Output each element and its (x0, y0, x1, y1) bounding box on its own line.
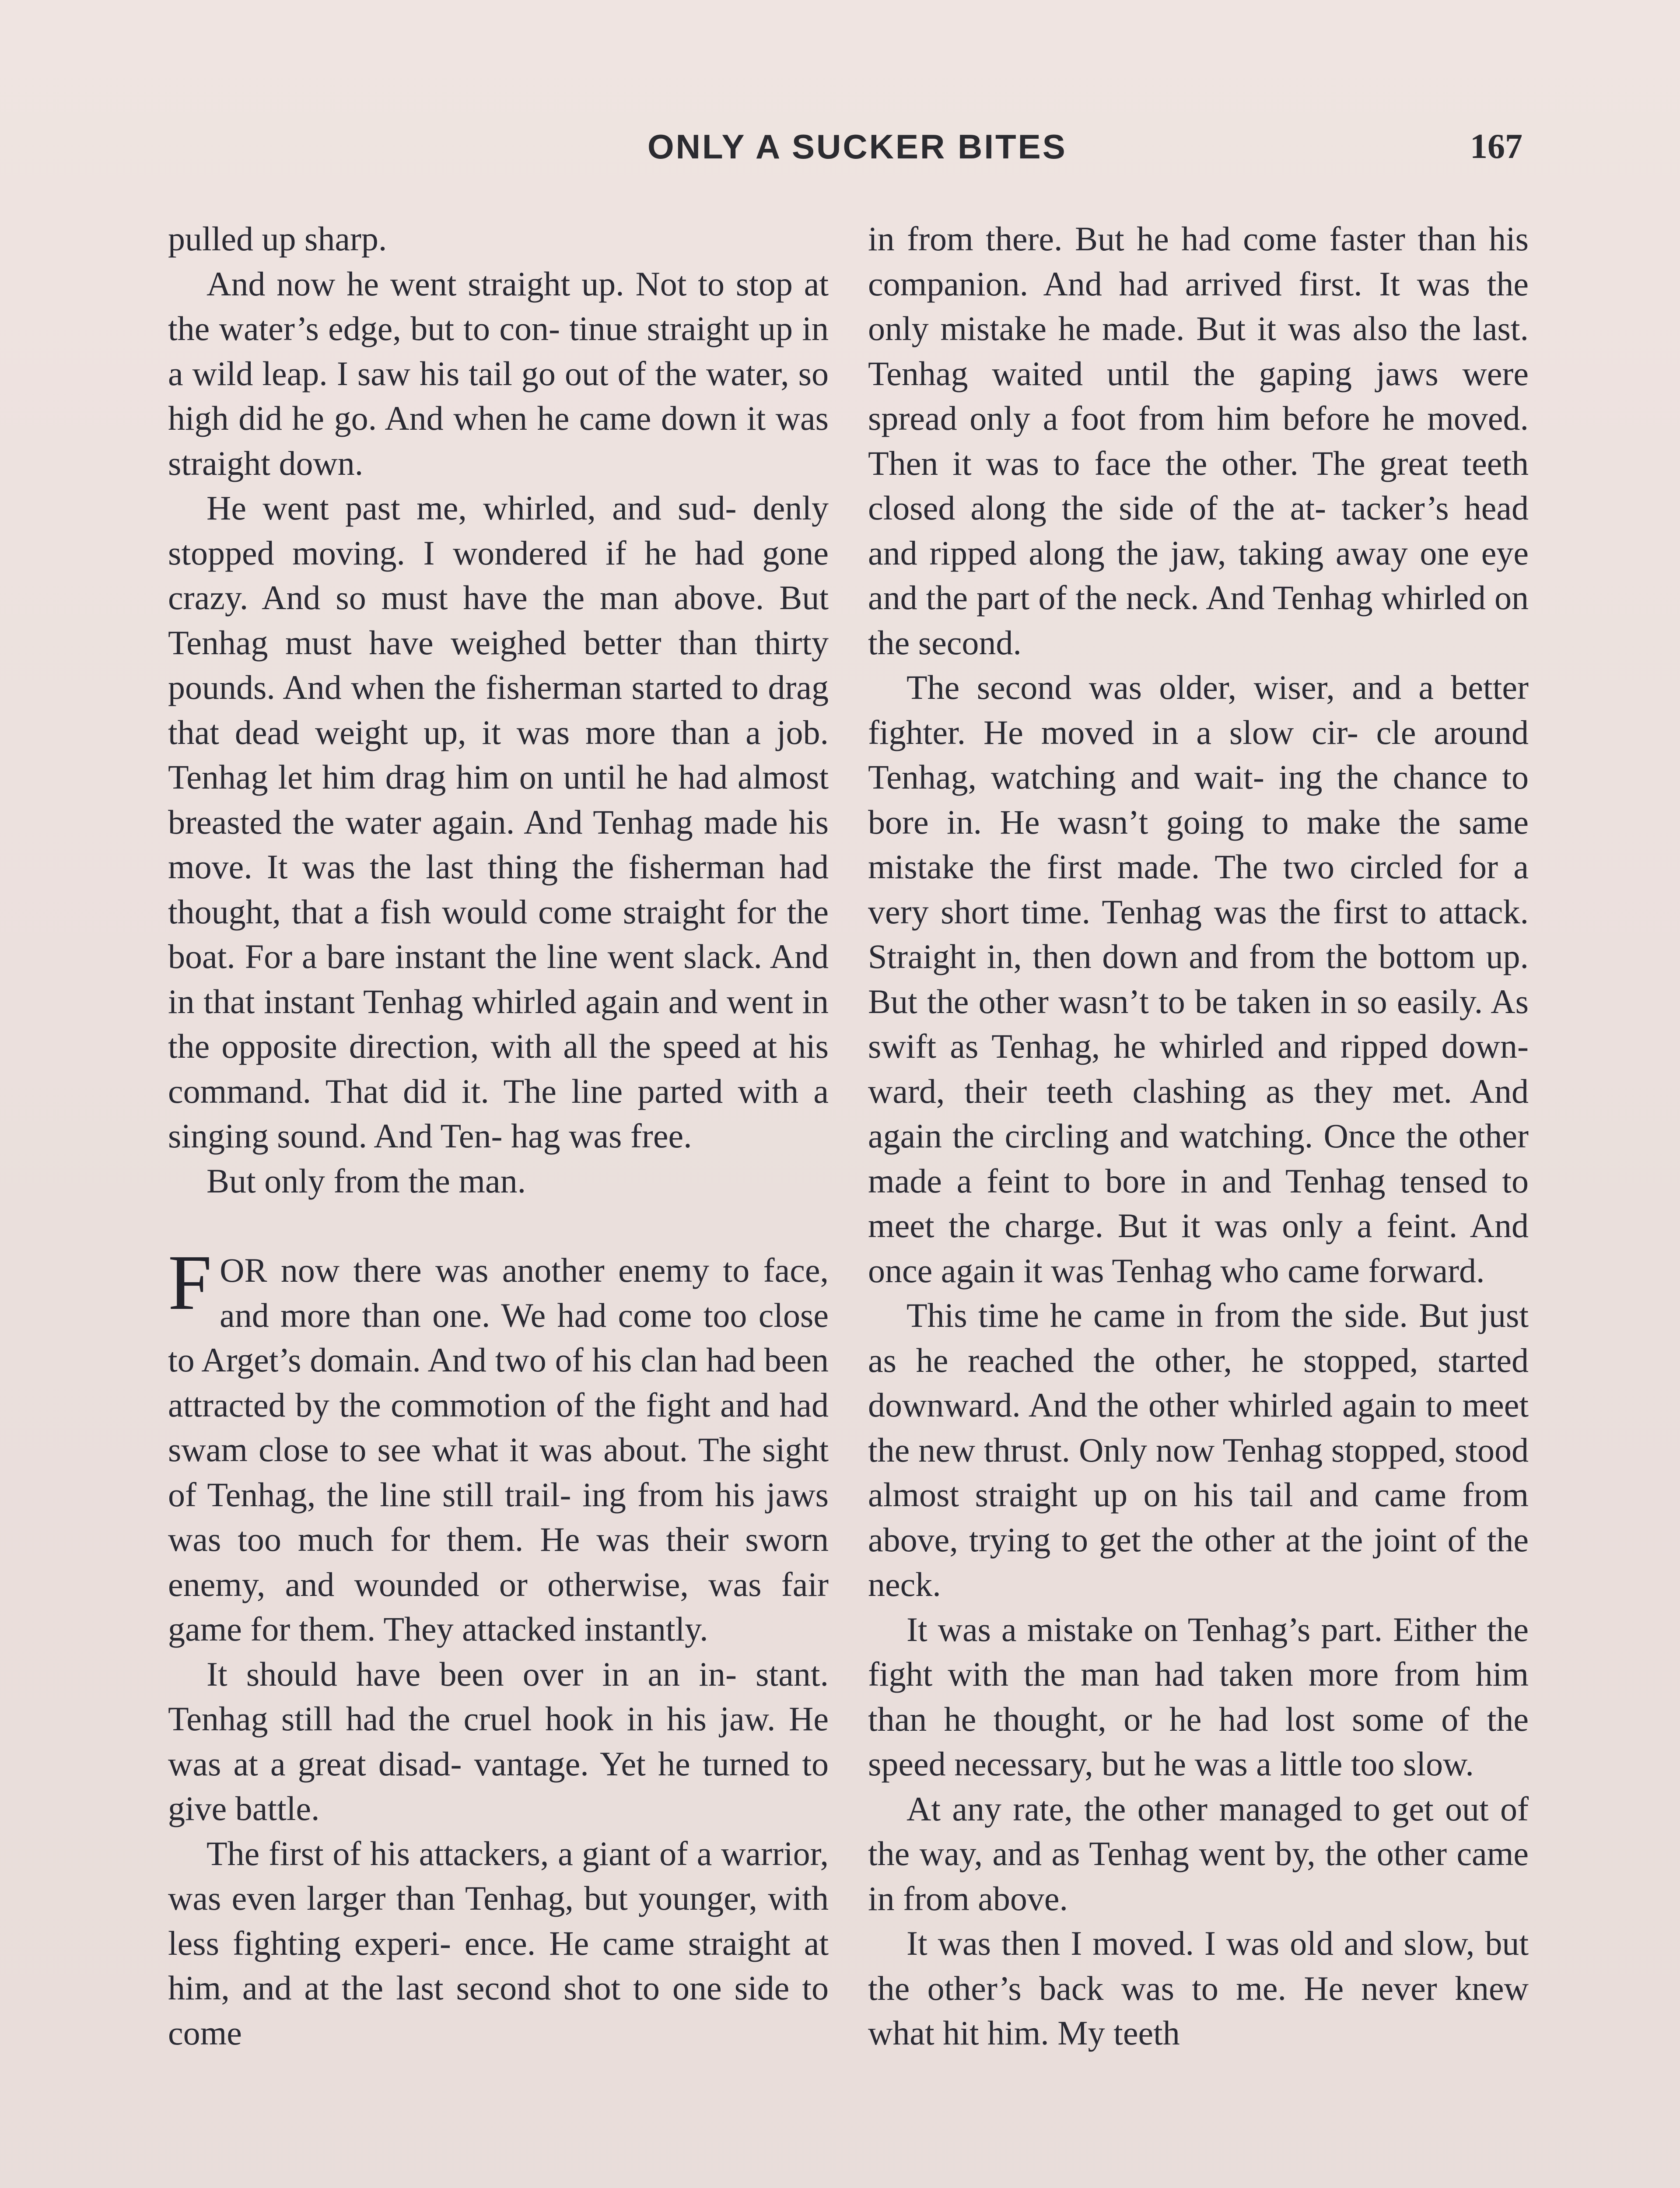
drop-cap: F (168, 1239, 212, 1326)
paragraph: It was a mistake on Tenhag’s part. Either the fight with the man had taken more from him than he thought, or he had lost some of the speed necessary, but he was a little too slow. (868, 1610, 1529, 1783)
section-break (168, 1203, 829, 1248)
right-column (868, 217, 1529, 2056)
left-column (168, 217, 829, 2055)
paragraph: The second was older, wiser, and a better fighter. He moved in a slow cir- cle around Tenhag, watching and wait- ing the chance to bore in. He wasn’t going to make the same mistake the first made. The two circled for a very short time. Tenhag was the first to attack. Straight in, then down and from the bottom up. But the other wasn’t to be taken in so easily. As swift as Tenhag, he whirled and ripped down- ward, their teeth clashing as they met. And again the circling and watching. Once the other made a feint to bore in and Tenhag tensed to meet the charge. But it was only a feint. And once again it was Tenhag who came forward. (868, 668, 1529, 1290)
paragraph: At any rate, the other managed to get out of the way, and as Tenhag went by, the other came in from above. (868, 1789, 1529, 1918)
paragraph: pulled up sharp. (168, 220, 387, 258)
paragraph: in from there. But he had come faster than his companion. And had arrived first. It was the only mistake he made. But it was also the last. Tenhag waited until the gaping jaws were spread only a foot from him before he moved. Then it was to face the other. The great teeth closed along the side of the at- tacker’s head and ripped along the jaw, taking away one eye and the part of the neck. And Tenhag whirled on the second. (868, 220, 1529, 662)
paragraph: The first of his attackers, a giant of a warrior, was even larger than Tenhag, but younger, with less fighting experi- ence. He came straight at him, and at the last second shot to one side to come (168, 1834, 829, 2052)
paragraph: And now he went straight up. Not to stop at the water’s edge, but to con- tinue straight up in a wild leap. I saw his tail go out of the water, so high did he go. And when he came down it was straight down. (168, 264, 829, 482)
dropcap-paragraph (168, 1239, 829, 1652)
dropcap-paragraph-text: OR now there was another enemy to face, and more than one. We had come too close to Arget’s domain. And two of his clan had been attracted by the commotion of the fight and had swam close to see what it was about. The sight of Tenhag, the line still trail- ing from his jaws was too much for them. He was their sworn enemy, and wounded or otherwise, was fair game for them. They attacked instantly. (168, 1251, 829, 1648)
paragraph: But only from the man. (206, 1161, 526, 1200)
running-title: ONLY A SUCKER BITES (648, 127, 1067, 166)
page-number: 167 (1470, 127, 1522, 166)
page-header (166, 127, 1522, 179)
paragraph: He went past me, whirled, and sud- denly stopped moving. I wondered if he had gone crazy. And so must have the man above. But Tenhag must have weighed better than thirty pounds. And when the fisherman started to drag that dead weight up, it was more than a job. Tenhag let him drag him on until he had almost breasted the water again. And Tenhag made his move. It was the last thing the fisherman had thought, that a fish would come straight for the boat. For a bare instant the line went slack. And in that instant Tenhag whirled again and went in the opposite direction, with all the speed at his command. That did it. The line parted with a singing sound. And Ten- hag was free. (168, 489, 829, 1155)
paragraph: It was then I moved. I was old and slow, but the other’s back was to me. He never knew what hit him. My teeth (868, 1924, 1529, 2052)
paragraph: This time he came in from the side. But just as he reached the other, he stopped, started downward. And the other whirled again to meet the new thrust. Only now Tenhag stopped, stood almost straight up on his tail and came from above, trying to get the other at the joint of the neck. (868, 1296, 1529, 1603)
paragraph: It should have been over in an in- stant. Tenhag still had the cruel hook in his jaw. He was at a great disad- vantage. Yet he turned to give battle. (168, 1655, 829, 1827)
